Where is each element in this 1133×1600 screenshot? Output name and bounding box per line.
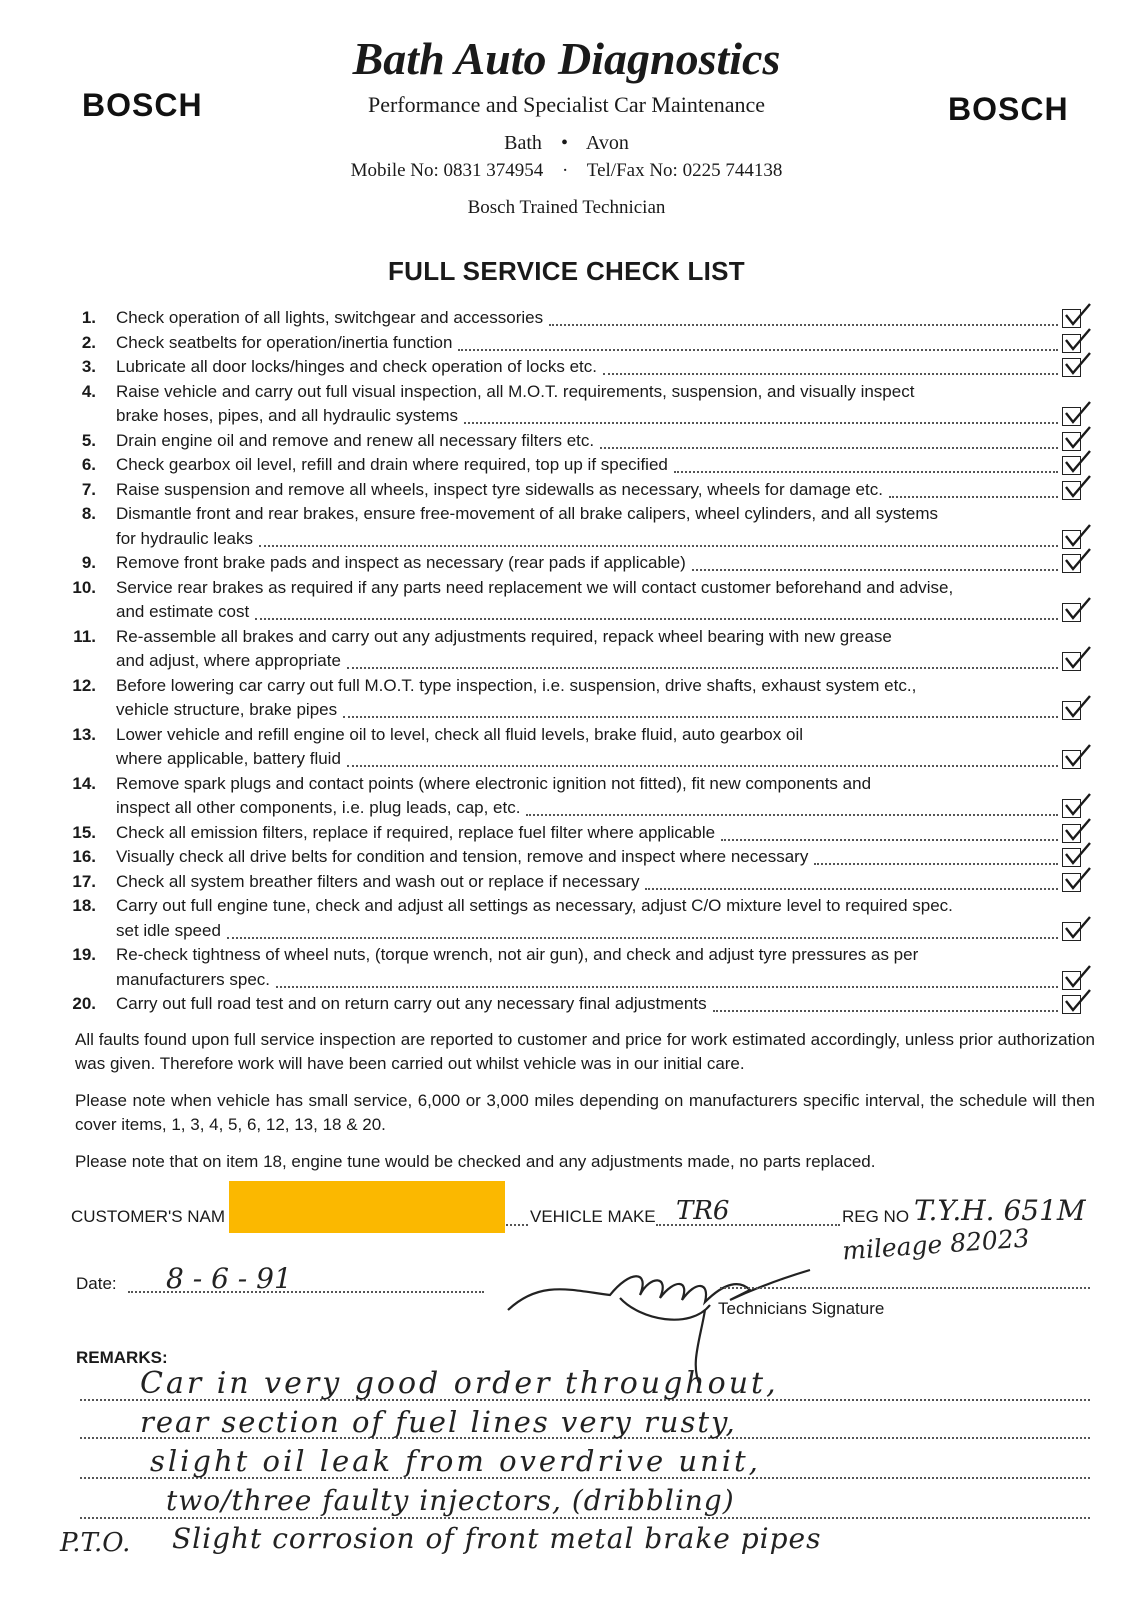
item-text: brake hoses, pipes, and all hydraulic systems xyxy=(116,406,459,425)
item-text: where applicable, battery fluid xyxy=(116,749,341,768)
check-mark-icon xyxy=(1063,792,1093,818)
item-number: 12. xyxy=(72,675,96,695)
item-number: 19. xyxy=(72,945,96,964)
telfax-number: Tel/Fax No: 0225 744138 xyxy=(586,160,783,181)
item-leader-dots xyxy=(603,373,1058,375)
item-number: 1. xyxy=(81,308,96,327)
checklist-title: FULL SERVICE CHECK LIST xyxy=(388,256,745,286)
check-mark-icon xyxy=(1063,596,1093,622)
location-city: Bath xyxy=(504,132,542,154)
check-mark-icon xyxy=(1063,743,1093,769)
mobile-number: Mobile No: 0831 374954 xyxy=(350,160,544,181)
item-number: 20. xyxy=(72,994,96,1013)
check-mark-icon xyxy=(1063,817,1093,843)
note-item-18: Please note that on item 18, engine tune would be checked and any adjustments made, no parts replaced. xyxy=(75,1152,876,1171)
item-text: set idle speed xyxy=(116,920,221,940)
check-mark-icon xyxy=(1063,474,1093,500)
remark-text-3: slight oil leak from overdrive unit, xyxy=(150,1444,761,1478)
tagline: Performance and Specialist Car Maintenance xyxy=(367,92,766,117)
item-number: 4. xyxy=(81,381,96,401)
note-small-service: Please note when vehicle has small service, 6,000 or 3,000 miles depending on manufacturers specific interval, the schedule will then cover items, 1, 3, 4, 5, 6, 12, 13, 18 & 20. xyxy=(75,1091,1095,1134)
check-mark-icon xyxy=(1063,866,1093,892)
item-leader-dots xyxy=(721,839,1058,841)
item-leader-dots xyxy=(227,937,1058,939)
item-text: and adjust, where appropriate xyxy=(116,651,341,670)
check-mark-icon xyxy=(1063,964,1093,990)
item-leader-dots xyxy=(347,667,1058,669)
item-leader-dots xyxy=(889,496,1058,498)
item-leader-dots xyxy=(276,986,1058,988)
bullet-separator: • xyxy=(560,132,568,154)
item-number: 14. xyxy=(72,773,96,793)
item-leader-dots xyxy=(674,471,1058,473)
item-text: Remove spark plugs and contact points (where electronic ignition not fitted), fit new components and xyxy=(116,773,872,793)
item-text: Before lowering car carry out full M.O.T. type inspection, i.e. suspension, drive shafts, exhaust system etc., xyxy=(116,675,917,695)
reg-no-value: T.Y.H. 651M xyxy=(914,1194,1086,1227)
check-mark-icon xyxy=(1063,449,1093,475)
item-leader-dots xyxy=(343,716,1058,718)
location-county: Avon xyxy=(585,132,629,154)
item-text: Raise suspension and remove all wheels, inspect tyre sidewalls as necessary, wheels for damage etc. xyxy=(116,479,883,499)
item-number: 8. xyxy=(81,504,96,523)
remark-line-4 xyxy=(80,1517,1090,1519)
item-text: Check all system breather filters and wash out or replace if necessary xyxy=(116,871,640,891)
item-text: Drain engine oil and remove and renew all necessary filters etc. xyxy=(116,430,595,450)
item-text: Remove front brake pads and inspect as necessary (rear pads if applicable) xyxy=(116,553,686,572)
item-leader-dots xyxy=(255,618,1058,620)
remark-text-4: two/three faulty injectors, (dribbling) xyxy=(166,1484,735,1517)
item-leader-dots xyxy=(600,447,1058,449)
pto-note: P.T.O. xyxy=(60,1528,131,1558)
signature-dots xyxy=(720,1287,1090,1289)
bosch-logo-left: BOSCH xyxy=(82,87,203,123)
item-number: 11. xyxy=(73,626,96,646)
check-mark-icon xyxy=(1063,523,1093,549)
item-text: manufacturers spec. xyxy=(116,969,271,989)
item-text: Check seatbelts for operation/inertia function xyxy=(116,332,453,352)
check-mark-icon xyxy=(1063,694,1093,720)
customer-name-redaction xyxy=(229,1181,505,1233)
item-leader-dots xyxy=(814,863,1058,865)
item-number: 2. xyxy=(81,332,96,352)
item-text: inspect all other components, i.e. plug leads, cap, etc. xyxy=(116,798,521,817)
item-number: 7. xyxy=(81,479,96,499)
item-text: vehicle structure, brake pipes xyxy=(116,700,338,719)
item-text: Raise vehicle and carry out full visual inspection, all M.O.T. requirements, suspension, and visually inspect xyxy=(116,381,915,401)
check-mark-icon xyxy=(1063,988,1093,1014)
item-text: and estimate cost xyxy=(116,602,250,621)
item-text: Visually check all drive belts for condition and tension, remove and inspect where necessary xyxy=(116,847,809,866)
item-leader-dots xyxy=(464,422,1058,424)
check-mark-icon xyxy=(1063,425,1093,451)
item-text: Re-check tightness of wheel nuts, (torque wrench, not air gun), and check and adjust tyre pressures as per xyxy=(116,945,919,964)
item-text: Service rear brakes as required if any parts need replacement we will contact customer beforehand and advise, xyxy=(116,577,954,597)
check-mark-icon xyxy=(1063,327,1093,353)
check-mark-icon xyxy=(1063,645,1093,671)
phone-numbers xyxy=(0,160,1133,182)
note-faults: All faults found upon full service inspection are reported to customer and price for work estimated accordingly, unless prior authorization was given. Therefore work will have been carried out whilst vehicle was in our initial care. xyxy=(75,1030,1095,1073)
item-text: Check all emission filters, replace if required, replace fuel filter where applicable xyxy=(116,822,716,842)
check-mark-icon xyxy=(1063,547,1093,573)
item-number: 15. xyxy=(72,822,96,842)
item-number: 6. xyxy=(81,455,96,474)
item-number: 3. xyxy=(81,357,96,376)
customer-name-label: CUSTOMER'S NAM xyxy=(71,1207,226,1226)
remarks-label: REMARKS: xyxy=(76,1348,168,1367)
customer-name-dots xyxy=(506,1224,528,1226)
item-text: for hydraulic leaks xyxy=(116,528,254,548)
check-mark-icon xyxy=(1063,351,1093,377)
item-text: Carry out full road test and on return carry out any necessary final adjustments xyxy=(116,994,707,1013)
item-text: Carry out full engine tune, check and adjust all settings as necessary, adjust C/O mixture level to required spec. xyxy=(116,896,953,915)
location xyxy=(0,132,1133,155)
item-leader-dots xyxy=(713,1010,1058,1012)
check-mark-icon xyxy=(1063,400,1093,426)
item-leader-dots xyxy=(347,765,1058,767)
item-text: Dismantle front and rear brakes, ensure free-movement of all brake calipers, wheel cylinders, and all systems xyxy=(116,504,939,523)
trained-technician: Bosch Trained Technician xyxy=(467,197,666,218)
company-name: Bath Auto Diagnostics xyxy=(352,33,781,84)
check-mark-icon xyxy=(1063,841,1093,867)
item-number: 9. xyxy=(81,553,96,572)
check-mark-icon xyxy=(1063,302,1093,328)
item-text: Re-assemble all brakes and carry out any adjustments required, repack wheel bearing with new grease xyxy=(116,626,892,646)
item-leader-dots xyxy=(259,545,1058,547)
technicians-signature-label: Technicians Signature xyxy=(718,1299,885,1318)
vehicle-make-label: VEHICLE MAKE xyxy=(530,1207,656,1226)
item-number: 16. xyxy=(72,847,96,866)
check-mark-icon xyxy=(1063,915,1093,941)
item-leader-dots xyxy=(645,888,1058,890)
date-label: Date: xyxy=(76,1274,117,1293)
item-leader-dots xyxy=(549,324,1058,326)
item-number: 17. xyxy=(72,871,96,891)
bosch-logo-right: BOSCH xyxy=(948,91,1069,127)
item-number: 18. xyxy=(72,896,96,915)
remark-text-2: rear section of fuel lines very rusty, xyxy=(140,1405,737,1439)
item-leader-dots xyxy=(526,814,1058,816)
item-leader-dots xyxy=(458,349,1058,351)
remark-text-1: Car in very good order throughout, xyxy=(140,1366,779,1401)
item-number: 5. xyxy=(81,430,96,450)
phone-separator: · xyxy=(562,160,569,181)
vehicle-make-value: TR6 xyxy=(676,1196,730,1226)
item-number: 13. xyxy=(72,724,96,744)
item-text: Check operation of all lights, switchgear and accessories xyxy=(116,308,544,327)
item-leader-dots xyxy=(692,569,1058,571)
reg-no-label: REG NO xyxy=(842,1207,910,1226)
mileage-note: mileage 82023 xyxy=(841,1223,1031,1266)
item-text: Check gearbox oil level, refill and drain where required, top up if specified xyxy=(116,455,668,474)
date-value: 8 - 6 - 91 xyxy=(166,1262,292,1295)
item-text: Lubricate all door locks/hinges and check operation of locks etc. xyxy=(116,357,597,376)
item-text: Lower vehicle and refill engine oil to level, check all fluid levels, brake fluid, auto gearbox oil xyxy=(116,724,803,744)
item-number: 10. xyxy=(72,577,96,597)
remark-text-5: Slight corrosion of front metal brake pipes xyxy=(172,1522,822,1555)
